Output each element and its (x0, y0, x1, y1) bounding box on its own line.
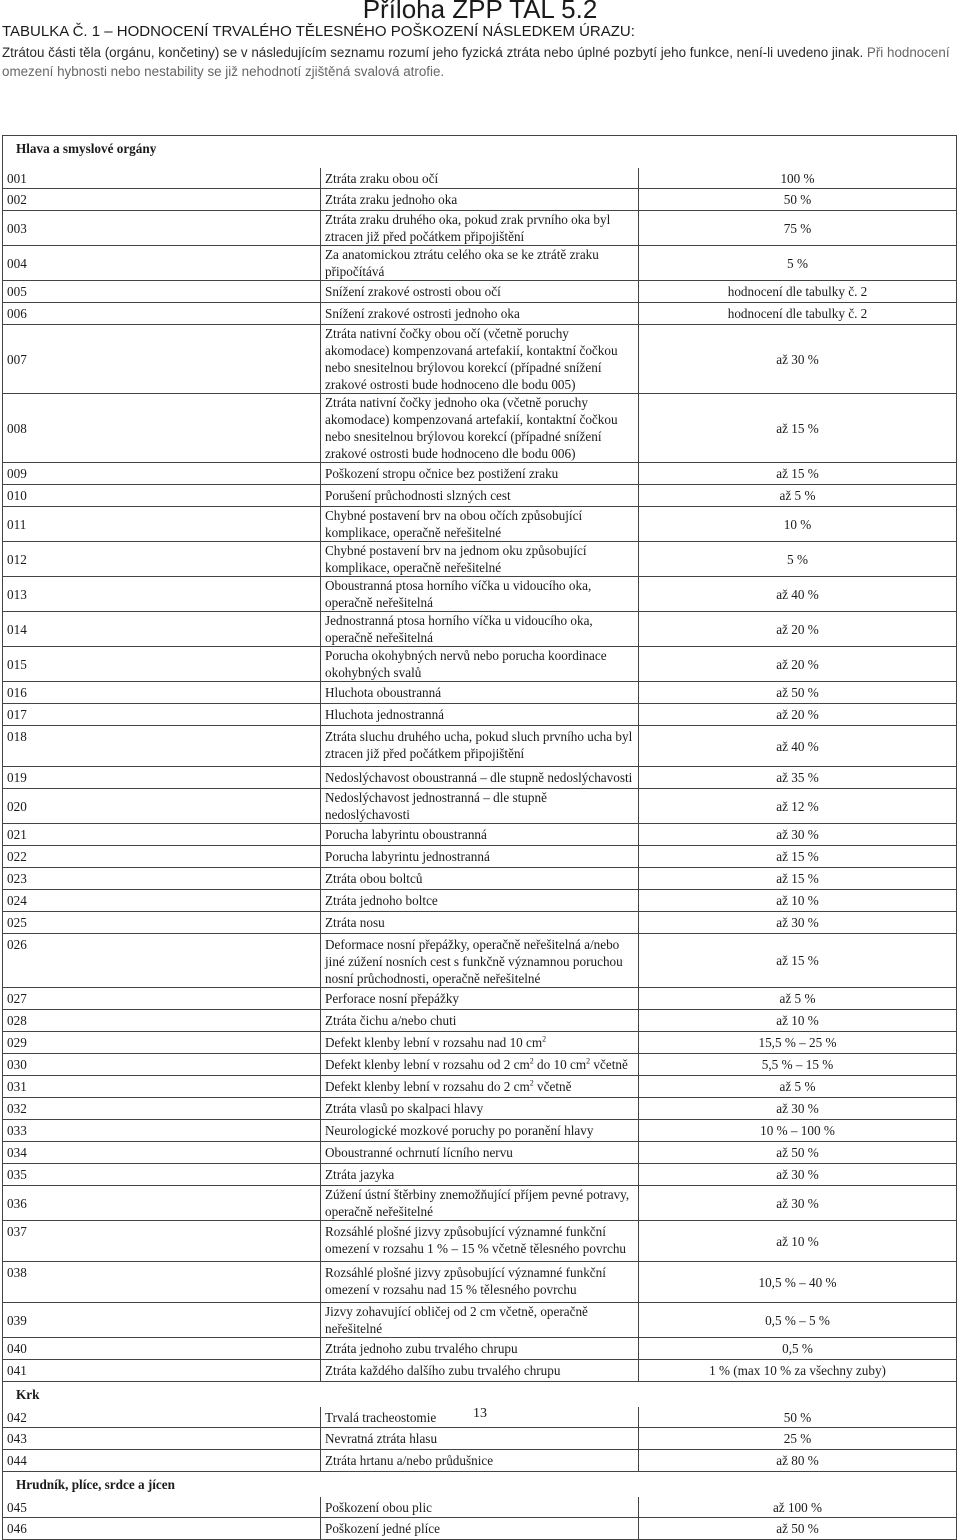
item-description (321, 726, 639, 767)
item-value: až 15 % (639, 394, 957, 463)
item-code: 026 (3, 934, 321, 988)
description-text: Ztráta jazyka (325, 1167, 395, 1182)
item-description (321, 485, 639, 507)
item-code: 004 (3, 246, 321, 281)
description-text: Poškození jedné plíce (325, 1521, 440, 1536)
item-code: 022 (3, 846, 321, 868)
item-value: až 100 % (639, 1497, 957, 1518)
description-text: Ztráta každého dalšího zubu trvalého chrupu (325, 1363, 561, 1378)
description-text: Trvalá tracheostomie (325, 1409, 437, 1425)
item-value: až 40 % (639, 726, 957, 767)
section-title: Hlava a smyslové orgány (3, 136, 957, 162)
table-row (3, 1032, 957, 1054)
item-code: 021 (3, 824, 321, 846)
table-row (3, 1518, 957, 1540)
description-text: Nedoslýchavost jednostranná – dle stupně nedoslýchavosti (325, 790, 547, 822)
table-row (3, 168, 957, 189)
description-text: Ztráta jednoho boltce (325, 893, 438, 908)
item-description (321, 1098, 639, 1120)
item-value: až 15 % (639, 934, 957, 988)
table-row (3, 507, 957, 542)
table-row (3, 726, 957, 767)
item-code: 036 (3, 1186, 321, 1221)
table-row (3, 647, 957, 682)
description-text: Ztráta jednoho zubu trvalého chrupu (325, 1341, 518, 1356)
description-text: Snížení zrakové ostrosti jednoho oka (325, 306, 520, 321)
item-value: 5 % (639, 542, 957, 577)
item-code: 028 (3, 1010, 321, 1032)
item-value: 10 % – 100 % (639, 1120, 957, 1142)
description-text: včetně (533, 1079, 572, 1094)
item-description (321, 1360, 639, 1382)
table-row (3, 542, 957, 577)
item-description (321, 868, 639, 890)
item-description (321, 1303, 639, 1338)
item-value: 75 % (639, 211, 957, 246)
item-description (321, 542, 639, 577)
item-description (321, 1032, 639, 1054)
item-value: až 30 % (639, 1186, 957, 1221)
description-text: Ztráta nativní čočky jednoho oka (včetně poruchy akomodace) kompenzovaná artefakií, kontaktní čočkou nebo snesitelnou brýlovou korekcí (případné snížení zrakové ostrosti bude hodnoceno dle bodu 006) (325, 395, 618, 461)
item-value: 0,5 % – 5 % (639, 1303, 957, 1338)
item-code: 002 (3, 189, 321, 211)
item-value: až 15 % (639, 846, 957, 868)
table-row (3, 1054, 957, 1076)
description-text: Ztráta čichu a/nebo chuti (325, 1013, 457, 1028)
description-text: do 10 cm (533, 1057, 587, 1072)
page-number: 13 (473, 1406, 487, 1421)
table-row (3, 577, 957, 612)
spacer-cell (3, 161, 957, 168)
table-row (3, 485, 957, 507)
table-row (3, 704, 957, 726)
item-description (321, 1221, 639, 1262)
item-description (321, 1262, 639, 1303)
item-value: hodnocení dle tabulky č. 2 (639, 303, 957, 325)
item-value: až 30 % (639, 325, 957, 394)
table-row (3, 789, 957, 824)
table-row (3, 303, 957, 325)
item-value: 5 % (639, 246, 957, 281)
section-title: Hrudník, plíce, srdce a jícen (3, 1472, 957, 1498)
description-text: Porucha okohybných nervů nebo porucha koordinace okohybných svalů (325, 648, 607, 680)
item-value: až 20 % (639, 647, 957, 682)
item-description (321, 394, 639, 463)
description-text: Defekt klenby lební v rozsahu do 2 cm (325, 1079, 530, 1094)
item-value: 10 % (639, 507, 957, 542)
description-text: Porucha labyrintu oboustranná (325, 827, 487, 842)
description-text: Jizvy zohavující obličej od 2 cm včetně, operačně neřešitelné (325, 1304, 588, 1336)
item-description (321, 1338, 639, 1360)
item-description (321, 577, 639, 612)
item-description (321, 189, 639, 211)
item-code: 039 (3, 1303, 321, 1338)
item-description (321, 168, 639, 189)
item-description (321, 1010, 639, 1032)
table-row (3, 1497, 957, 1518)
section-header-row (3, 136, 957, 162)
item-value: až 15 % (639, 868, 957, 890)
item-description (321, 1142, 639, 1164)
item-value: 10,5 % – 40 % (639, 1262, 957, 1303)
item-value: až 10 % (639, 1221, 957, 1262)
item-code: 037 (3, 1221, 321, 1262)
item-code: 011 (3, 507, 321, 542)
item-description (321, 647, 639, 682)
description-text: Ztráta zraku druhého oka, pokud zrak prvního oka byl ztracen již před počátkem připojištění (325, 212, 611, 244)
description-text: Ztráta obou boltců (325, 871, 423, 886)
table-row (3, 463, 957, 485)
item-code: 020 (3, 789, 321, 824)
table-row (3, 1164, 957, 1186)
description-text: Ztráta zraku obou očí (325, 170, 439, 186)
item-description (321, 246, 639, 281)
item-value: až 30 % (639, 1098, 957, 1120)
item-value: 25 % (639, 1428, 957, 1450)
item-value: až 10 % (639, 890, 957, 912)
item-description (321, 767, 639, 789)
item-code: 007 (3, 325, 321, 394)
item-description (321, 824, 639, 846)
item-code: 016 (3, 682, 321, 704)
table-row (3, 1450, 957, 1472)
table-heading: TABULKA Č. 1 – HODNOCENÍ TRVALÉHO TĚLESNÉHO POŠKOZENÍ NÁSLEDKEM ÚRAZU: (2, 23, 635, 40)
description-text: Poškození obou plic (325, 1499, 432, 1515)
description-text: Ztráta vlasů po skalpaci hlavy (325, 1101, 484, 1116)
item-description (321, 507, 639, 542)
item-code: 005 (3, 281, 321, 303)
description-text: Nedoslýchavost oboustranná – dle stupně nedoslýchavosti (325, 770, 633, 785)
section-header-row (3, 1472, 957, 1498)
item-description (321, 211, 639, 246)
item-description (321, 1120, 639, 1142)
item-value: až 5 % (639, 1076, 957, 1098)
item-code: 030 (3, 1054, 321, 1076)
item-description (321, 789, 639, 824)
item-code: 024 (3, 890, 321, 912)
item-value: až 80 % (639, 1450, 957, 1472)
item-code: 025 (3, 912, 321, 934)
item-value: 5,5 % – 15 % (639, 1054, 957, 1076)
item-code: 032 (3, 1098, 321, 1120)
description-text: Zúžení ústní štěrbiny znemožňující příjem pevné potravy, operačně neřešitelné (325, 1187, 630, 1219)
table-row (3, 1428, 957, 1450)
item-code: 023 (3, 868, 321, 890)
item-description (321, 303, 639, 325)
item-description (321, 281, 639, 303)
item-value: 0,5 % (639, 1338, 957, 1360)
item-code: 043 (3, 1428, 321, 1450)
item-code: 014 (3, 612, 321, 647)
item-description (321, 463, 639, 485)
unit-superscript: 2 (529, 1078, 534, 1088)
table-row (3, 988, 957, 1010)
item-code: 001 (3, 168, 321, 189)
section-header-row (3, 1382, 957, 1408)
item-code: 045 (3, 1497, 321, 1518)
table-row (3, 890, 957, 912)
item-code: 027 (3, 988, 321, 1010)
item-value: až 35 % (639, 767, 957, 789)
item-code: 031 (3, 1076, 321, 1098)
item-value: až 12 % (639, 789, 957, 824)
item-code: 019 (3, 767, 321, 789)
item-code: 015 (3, 647, 321, 682)
item-code: 042 (3, 1407, 321, 1428)
item-code: 018 (3, 726, 321, 767)
table-row (3, 682, 957, 704)
description-text: Nevratná ztráta hlasu (325, 1431, 438, 1446)
section-spacer (3, 161, 957, 168)
table-row (3, 868, 957, 890)
description-text: Snížení zrakové ostrosti obou očí (325, 284, 501, 299)
description-text: včetně (590, 1057, 628, 1072)
item-value: hodnocení dle tabulky č. 2 (639, 281, 957, 303)
item-code: 010 (3, 485, 321, 507)
description-text: Ztráta sluchu druhého ucha, pokud sluch prvního ucha byl ztracen již před počátkem připojištění (325, 729, 633, 761)
description-text: Hluchota jednostranná (325, 707, 445, 722)
table-row (3, 1142, 957, 1164)
table-row (3, 211, 957, 246)
annex-title: Příloha ZPP TAL 5.2 (362, 0, 598, 24)
table-row (3, 189, 957, 211)
item-value: 50 % (639, 189, 957, 211)
item-description (321, 1054, 639, 1076)
table-row (3, 246, 957, 281)
section-title: Krk (3, 1382, 957, 1408)
item-description (321, 934, 639, 988)
table-row (3, 1338, 957, 1360)
description-text: Jednostranná ptosa horního víčka u vidoucího oka, operačně neřešitelná (325, 613, 593, 645)
item-code: 013 (3, 577, 321, 612)
item-value: až 40 % (639, 577, 957, 612)
item-code: 040 (3, 1338, 321, 1360)
description-text: Porušení průchodnosti slzných cest (325, 488, 511, 503)
table-row (3, 1221, 957, 1262)
table-row (3, 912, 957, 934)
item-value: až 20 % (639, 612, 957, 647)
table-row (3, 1360, 957, 1382)
description-text: Hluchota oboustranná (325, 685, 442, 700)
description-text: Rozsáhlé plošné jizvy způsobující významné funkční omezení v rozsahu 1 % – 15 % včetně tělesného povrchu (325, 1224, 627, 1256)
table-row (3, 846, 957, 868)
item-code: 006 (3, 303, 321, 325)
table-row (3, 934, 957, 988)
description-text: Ztráta nosu (325, 915, 385, 930)
item-code: 017 (3, 704, 321, 726)
description-text: Chybné postavení brv na obou očích způsobující komplikace, operačně neřešitelné (325, 508, 583, 540)
item-value: až 20 % (639, 704, 957, 726)
item-description (321, 1518, 639, 1540)
description-text: Porucha labyrintu jednostranná (325, 849, 490, 864)
item-code: 033 (3, 1120, 321, 1142)
item-description (321, 1497, 639, 1518)
item-code: 012 (3, 542, 321, 577)
table-row (3, 394, 957, 463)
item-value: až 5 % (639, 988, 957, 1010)
table-row (3, 281, 957, 303)
description-text: Defekt klenby lební v rozsahu nad 10 cm (325, 1035, 543, 1050)
table-row (3, 1120, 957, 1142)
table-row (3, 1262, 957, 1303)
item-description (321, 325, 639, 394)
description-text: Chybné postavení brv na jednom oku způsobující komplikace, operačně neřešitelné (325, 543, 587, 575)
item-description (321, 890, 639, 912)
item-value: 100 % (639, 168, 957, 189)
table-row (3, 824, 957, 846)
item-description (321, 912, 639, 934)
description-text: Perforace nosní přepážky (325, 991, 460, 1006)
item-value: až 30 % (639, 1164, 957, 1186)
table-row (3, 1303, 957, 1338)
table-row (3, 325, 957, 394)
item-description (321, 682, 639, 704)
item-description (321, 612, 639, 647)
item-code: 009 (3, 463, 321, 485)
unit-superscript: 2 (529, 1056, 534, 1066)
item-description (321, 1186, 639, 1221)
item-code: 038 (3, 1262, 321, 1303)
item-value: až 30 % (639, 912, 957, 934)
table-row (3, 612, 957, 647)
item-value: 1 % (max 10 % za všechny zuby) (639, 1360, 957, 1382)
item-code: 046 (3, 1518, 321, 1540)
description-text: Oboustranná ptosa horního víčka u vidoucího oka, operačně neřešitelná (325, 578, 592, 610)
item-description (321, 704, 639, 726)
item-description (321, 1450, 639, 1472)
item-value: až 5 % (639, 485, 957, 507)
item-code: 029 (3, 1032, 321, 1054)
intro-paragraph (2, 43, 958, 81)
table-row (3, 1076, 957, 1098)
item-value: až 30 % (639, 824, 957, 846)
description-text: Oboustranné ochrnutí lícního nervu (325, 1145, 513, 1160)
item-description (321, 1164, 639, 1186)
table-body (3, 136, 957, 1540)
table-row (3, 1010, 957, 1032)
description-text: Ztráta zraku jednoho oka (325, 192, 458, 207)
description-text: Defekt klenby lební v rozsahu od 2 cm (325, 1057, 530, 1072)
description-text: Deformace nosní přepážky, operačně neřešitelná a/nebo jiné zúžení nosních cest s funkčně významnou poruchou nosní průchodnosti, operačně neřešitelné (325, 937, 623, 986)
item-description (321, 1428, 639, 1450)
item-value: až 50 % (639, 1142, 957, 1164)
item-code: 035 (3, 1164, 321, 1186)
intro-note: Při hodnocení omezení hybnosti nebo nestability se již nehodnotí zjištěná svalová atrofie. (2, 45, 950, 79)
item-value: až 10 % (639, 1010, 957, 1032)
description-text: Rozsáhlé plošné jizvy způsobující významné funkční omezení v rozsahu nad 15 % tělesného povrchu (325, 1265, 606, 1297)
item-value: 15,5 % – 25 % (639, 1032, 957, 1054)
table-row (3, 1186, 957, 1221)
table-row (3, 767, 957, 789)
description-text: Za anatomickou ztrátu celého oka se ke ztrátě zraku připočítává (325, 247, 599, 279)
description-text: Ztráta nativní čočky obou očí (včetně poruchy akomodace) kompenzovaná artefakií, kontaktní čočkou nebo snesitelnou brýlovou korekcí (případné snížení zrakové ostrosti bude hodnoceno dle bodu 005) (325, 326, 618, 392)
item-value: až 15 % (639, 463, 957, 485)
unit-superscript: 2 (586, 1056, 591, 1066)
item-code: 044 (3, 1450, 321, 1472)
intro-main: Ztrátou části těla (orgánu, končetiny) se v následujícím seznamu rozumí jeho fyzická ztráta nebo úplné pozbytí jeho funkce, není-li uvedeno jinak. (2, 45, 867, 60)
item-value: až 50 % (639, 682, 957, 704)
item-code: 008 (3, 394, 321, 463)
item-code: 003 (3, 211, 321, 246)
description-text: Poškození stropu očnice bez postižení zraku (325, 466, 559, 481)
item-code: 041 (3, 1360, 321, 1382)
item-value: až 50 % (639, 1518, 957, 1540)
injury-assessment-table (2, 135, 957, 1540)
item-description (321, 1076, 639, 1098)
item-value: 50 % (639, 1407, 957, 1428)
item-code: 034 (3, 1142, 321, 1164)
table-row (3, 1098, 957, 1120)
item-description (321, 988, 639, 1010)
description-text: Ztráta hrtanu a/nebo průdušnice (325, 1453, 494, 1468)
description-text: Neurologické mozkové poruchy po poranění hlavy (325, 1123, 594, 1138)
item-description (321, 846, 639, 868)
unit-superscript: 2 (542, 1034, 547, 1044)
